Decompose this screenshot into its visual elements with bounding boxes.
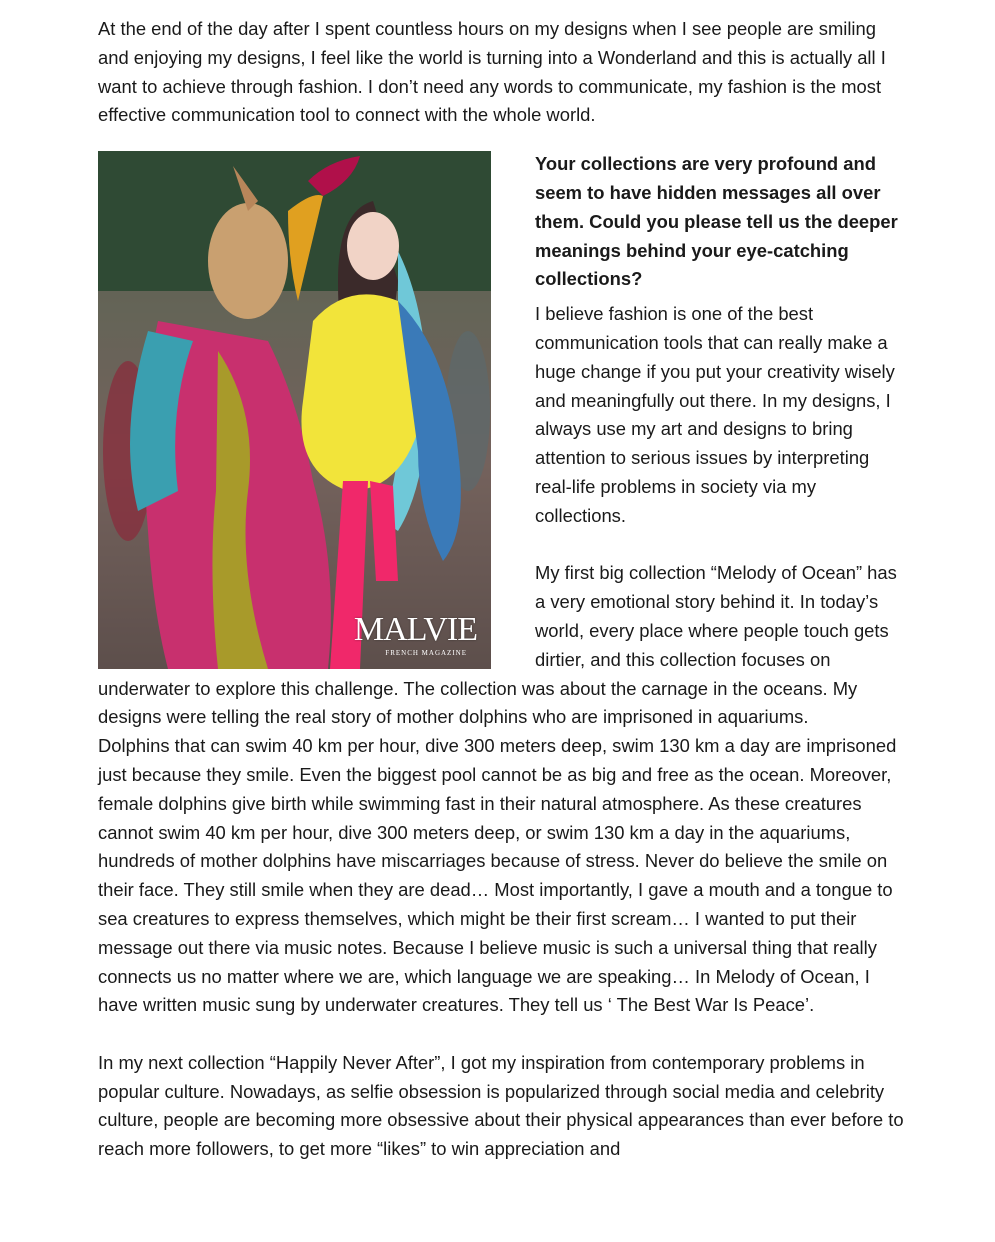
paragraph-spacer: [98, 1020, 910, 1049]
answer-paragraph-1: I believe fashion is one of the best communication tools that can really make a huge change if you put your creativity wisely and meaningfully out there. In my designs, I always use my art and designs to bring attention to serious issues by interpreting real-life problems in society via my collections.: [535, 303, 895, 526]
magazine-watermark: MALVIE: [353, 611, 477, 649]
magazine-watermark-subtitle: FRENCH MAGAZINE: [385, 649, 467, 658]
interview-question: Your collections are very profound and seem to have hidden messages all over them. Could you please tell us the deeper meanings behind your eye-catching collections?: [535, 153, 898, 290]
article-body: [98, 15, 910, 1164]
intro-paragraph: At the end of the day after I spent countless hours on my designs when I see people are smiling and enjoying my designs, I feel like the world is turning into a Wonderland and this is actually all I want to achieve through fashion. I don’t need any words to communicate, my fashion is the most effective communication tool to connect with the whole world.: [98, 18, 886, 126]
right-figure-face: [347, 212, 399, 280]
answer-paragraph-4: In my next collection “Happily Never After”, I got my inspiration from contemporary problems in popular culture. Nowadays, as selfie obsession is popularized through social media and celebrity culture, people are becoming more obsessive about their physical appearances than ever before to reach more followers, to get more “likes” to win appreciation and: [98, 1051, 904, 1160]
fashion-photo-illustration: [98, 151, 491, 669]
fashion-photo: [98, 151, 491, 669]
answer-paragraph-2: My first big collection “Melody of Ocean” has a very emotional story behind it. In today’s world, every place where people touch gets dirtier, and this collection focuses on underwater to explore this challenge. The collection was about the carnage in the oceans. My designs were telling the real story of mother dolphins who are imprisoned in aquariums.: [98, 562, 897, 728]
wolf-mask: [208, 203, 288, 319]
answer-paragraph-3: Dolphins that can swim 40 km per hour, dive 300 meters deep, swim 130 km a day are imprisoned just because they smile. Even the biggest pool cannot be as big and free as the ocean. Moreover, female dolphins give birth while swimming fast in their natural atmosphere. As these creatures cannot swim 40 km per hour, dive 300 meters deep, or swim 130 km a day in the aquariums, hundreds of mother dolphins have miscarriages because of stress. Never do believe the smile on their face. They still smile when they are dead… Most importantly, I gave a mouth and a tongue to sea creatures to express themselves, which might be their first scream… I wanted to put their message out there via music notes. Because I believe music is such a universal thing that really connects us no matter where we are, which language we are speaking… In Melody of Ocean, I have written music sung by underwater creatures. They tell us ‘ The Best War Is Peace’.: [98, 735, 897, 1016]
